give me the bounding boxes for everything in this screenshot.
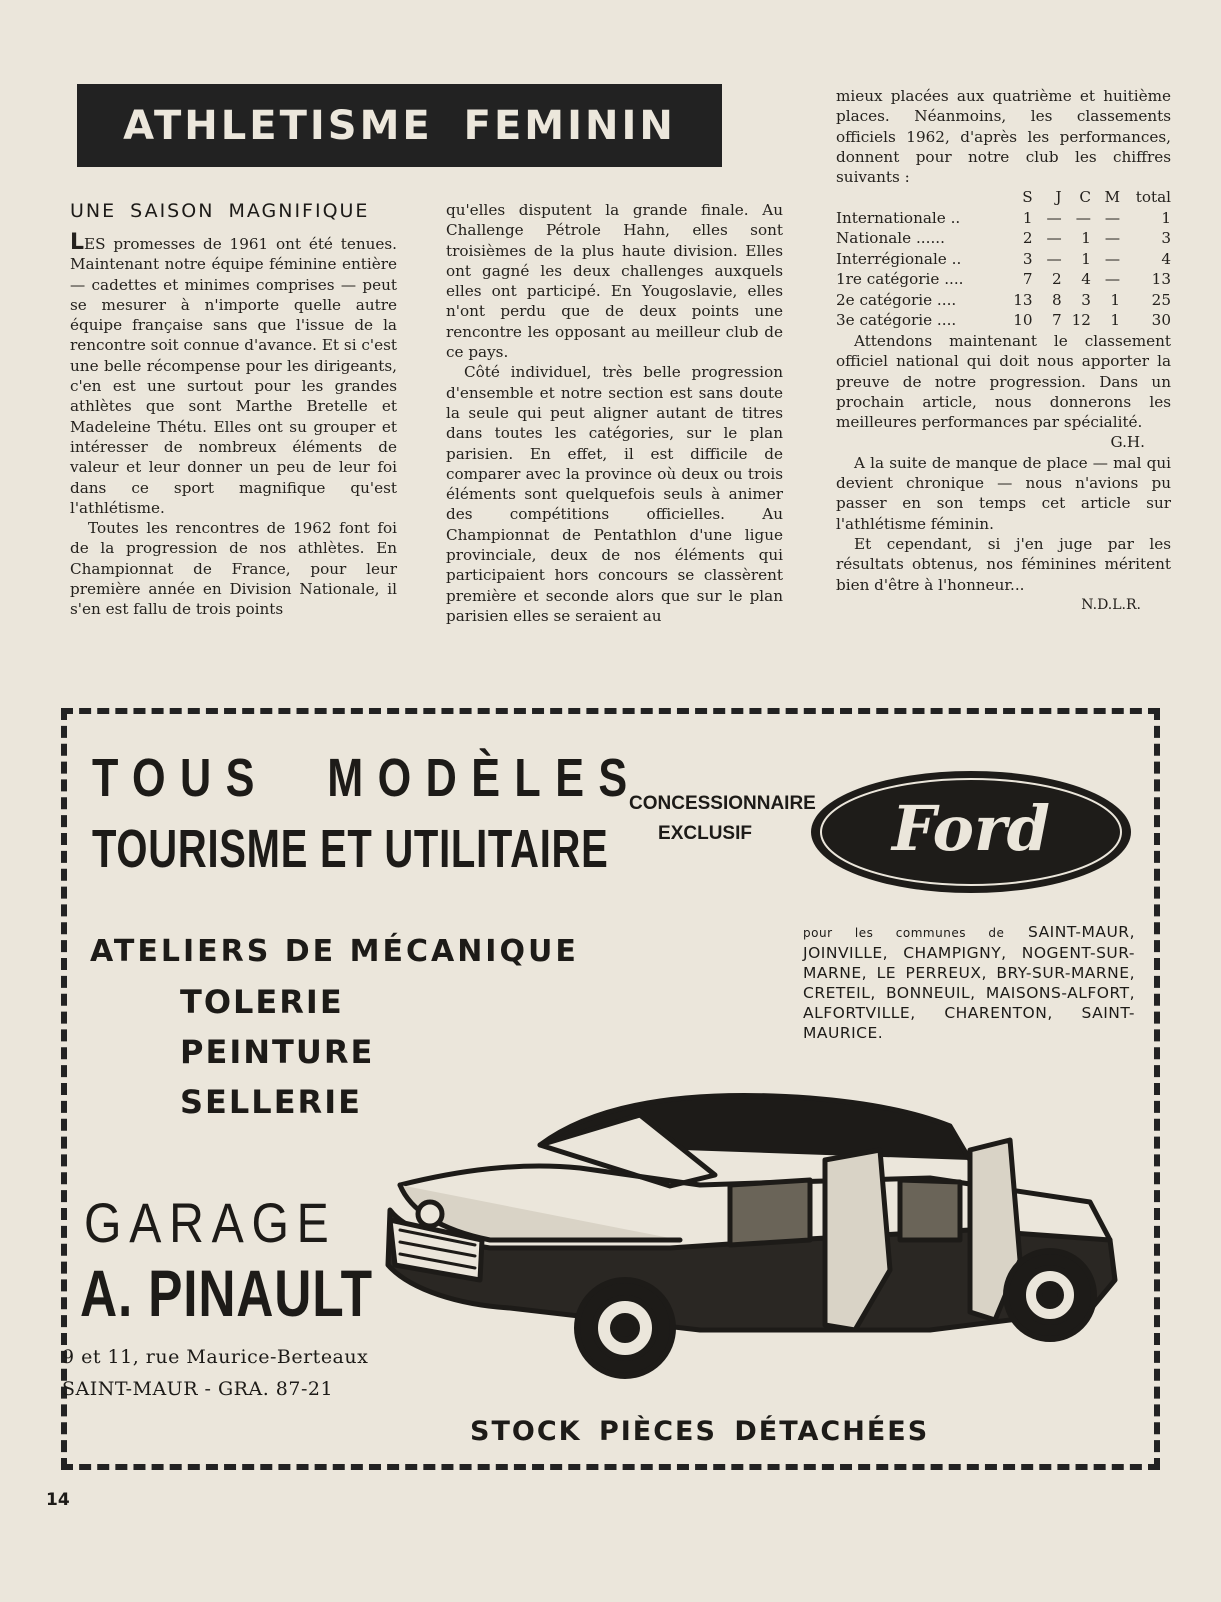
cell: — bbox=[1104, 249, 1121, 268]
row-label: Interrégionale .. bbox=[836, 249, 962, 268]
results-table-header bbox=[836, 187, 1171, 208]
concession-line: EXCLUSIF bbox=[658, 823, 752, 844]
served-communes bbox=[803, 922, 1135, 1043]
paragraph: Et cependant, si j'en juge par les résultats obtenus, nos féminines méritent bien d'être à l'honneur... bbox=[836, 534, 1171, 594]
cell: 1 bbox=[1161, 208, 1171, 227]
page-number: 14 bbox=[46, 1490, 70, 1510]
row-label: Internationale .. bbox=[836, 208, 961, 227]
communes-lead: pour les communes de bbox=[803, 926, 1005, 940]
header-cell: S bbox=[1022, 188, 1033, 207]
row-label: 3e catégorie .... bbox=[836, 311, 957, 330]
spare-parts-stock: STOCK PIÈCES DÉTACHÉES bbox=[470, 1416, 930, 1447]
table-row bbox=[836, 208, 1171, 229]
cell: — bbox=[1104, 229, 1121, 248]
cell: — bbox=[1075, 208, 1091, 227]
table-row bbox=[836, 310, 1171, 331]
cell: 12 bbox=[1071, 311, 1091, 330]
article-column-2 bbox=[446, 200, 783, 626]
cell: — bbox=[1046, 249, 1062, 268]
cell: 10 bbox=[1013, 311, 1033, 330]
cell: 13 bbox=[1151, 270, 1171, 289]
row-label: 2e catégorie .... bbox=[836, 290, 957, 309]
cell: 2 bbox=[1051, 270, 1062, 289]
cell: 1 bbox=[1022, 208, 1033, 227]
paragraph: Attendons maintenant le classement officiel national qui doit nous apporter la preuve de notre progression. Dans un prochain article, nous donnerons les meilleures performances par spécialité. bbox=[836, 331, 1171, 432]
paragraph-text: ES promesses de 1961 ont été tenues. Maintenant notre équipe féminine entière — cadettes et minimes comprises — peut se mesurer à n'importe quelle autre équipe française sans que l'issue de la rencontre soit connue d'avance. Et si c'est une belle récompense pour les dirigeants, c'en est une surtout pour les grandes athlètes que sont Marthe Bretelle et Madeleine Thétu. Elles ont su grouper et intéresser de nombreux éléments de valeur et leur donner un peu de leur foi dans ce sport magnifique qu'est l'athlétisme. bbox=[70, 235, 397, 517]
row-label: 1re catégorie .... bbox=[836, 270, 964, 289]
table-row bbox=[836, 269, 1171, 290]
article-column-3 bbox=[836, 86, 1171, 615]
results-table bbox=[836, 187, 1171, 331]
cell: 4 bbox=[1081, 270, 1091, 289]
article-title: ATHLETISME FEMININ bbox=[123, 102, 676, 149]
editor-note-signature: N.D.L.R. bbox=[1081, 596, 1141, 613]
cell: 30 bbox=[1151, 311, 1171, 330]
cell: 7 bbox=[1051, 311, 1062, 330]
concession-line: CONCESSIONNAIRE bbox=[629, 793, 816, 814]
paragraph: mieux placées aux quatrième et huitième places. Néanmoins, les classements officiels 1962, d'après les performances, donnent pour notre club les chiffres suivants : bbox=[836, 87, 1171, 187]
cell: 3 bbox=[1161, 229, 1171, 248]
cell: 13 bbox=[1013, 290, 1033, 309]
signature: G.H. bbox=[1110, 433, 1145, 452]
cell: 1 bbox=[1081, 249, 1091, 268]
paragraph bbox=[70, 230, 397, 518]
paragraph: Toutes les rencontres de 1962 font foi de la progression de nos athlètes. En Championnat de France, pour leur première année en Division Nationale, il s'en est fallu de trois points bbox=[70, 519, 397, 619]
cell: 2 bbox=[1022, 229, 1033, 248]
garage-city-phone: SAINT-MAUR - GRA. 87-21 bbox=[62, 1378, 334, 1400]
table-row bbox=[836, 228, 1171, 249]
cell: 1 bbox=[1110, 290, 1121, 309]
garage-name-line2: A. PINAULT bbox=[80, 1256, 373, 1330]
paragraph: A la suite de manque de place — mal qui devient chronique — nous n'avions pu passer en son temps cet article sur l'athlétisme féminin. bbox=[836, 453, 1171, 533]
paragraph: qu'elles disputent la grande finale. Au Challenge Pétrole Hahn, elles sont troisièmes de la plus haute division. Elles ont gagné les deux challenges auxquels elles ont participé. En Yougoslavie, elles n'ont perdu que de deux points une rencontre les opposant au meilleur club de ce pays. bbox=[446, 201, 783, 362]
garage-name-line1: GARAGE bbox=[84, 1191, 337, 1254]
article-column-1 bbox=[70, 230, 397, 620]
header-cell: total bbox=[1135, 188, 1171, 207]
cell: 25 bbox=[1151, 290, 1171, 309]
article-title-banner bbox=[77, 84, 722, 167]
communes-list: SAINT-MAUR, JOINVILLE, CHAMPIGNY, NOGENT-SUR-MARNE, LE PERREUX, BRY-SUR-MARNE, CRETEIL, BONNEUIL, MAISONS-ALFORT, ALFORTVILLE, CHARENTON, SAINT-MAURICE. bbox=[803, 923, 1135, 1042]
ad-headline-models: TOUS MODÈLES bbox=[92, 748, 642, 808]
header-cell: C bbox=[1079, 188, 1091, 207]
ford-logo-icon bbox=[808, 768, 1134, 896]
table-row bbox=[836, 249, 1171, 270]
header-cell: J bbox=[1055, 188, 1062, 207]
cell: — bbox=[1046, 229, 1062, 248]
cell: — bbox=[1104, 270, 1121, 289]
article-subtitle: UNE SAISON MAGNIFIQUE bbox=[70, 200, 370, 222]
garage-address: 9 et 11, rue Maurice-Berteaux bbox=[62, 1346, 369, 1368]
cell: 1 bbox=[1081, 229, 1091, 248]
drop-cap: L bbox=[70, 230, 85, 255]
ad-headline-tourisme: TOURISME ET UTILITAIRE bbox=[92, 819, 609, 879]
service-mechanics: ATELIERS DE MÉCANIQUE bbox=[90, 934, 579, 969]
cell: 3 bbox=[1081, 290, 1091, 309]
concession-label bbox=[629, 789, 816, 849]
header-cell: M bbox=[1104, 188, 1121, 207]
service-bodywork: TOLERIE bbox=[180, 983, 344, 1021]
cell: 4 bbox=[1161, 249, 1171, 268]
ford-wordmark: Ford bbox=[892, 792, 1050, 865]
cell: — bbox=[1046, 208, 1062, 227]
cell: 3 bbox=[1022, 249, 1033, 268]
paragraph: Côté individuel, très belle progression d'ensemble et notre section est sans doute la seule qui peut aligner autant de titres dans toutes les catégories, sur le plan parisien. En effet, il est difficile de comparer avec la province où deux ou trois éléments sont quelquefois seuls à animer des compétitions officielles. Au Championnat de Pentathlon d'une ligue provinciale, deux de nos éléments qui participaient hors concours se classèrent première et seconde alors que sur le plan parisien elles se seraient au bbox=[446, 363, 783, 625]
car-illustration-icon bbox=[370, 1090, 1140, 1400]
service-upholstery: SELLERIE bbox=[180, 1083, 362, 1121]
cell: 1 bbox=[1110, 311, 1121, 330]
service-painting: PEINTURE bbox=[180, 1033, 375, 1071]
cell: 8 bbox=[1051, 290, 1062, 309]
cell: 7 bbox=[1022, 270, 1033, 289]
table-row bbox=[836, 290, 1171, 311]
row-label: Nationale ...... bbox=[836, 229, 945, 248]
cell: — bbox=[1104, 208, 1121, 227]
